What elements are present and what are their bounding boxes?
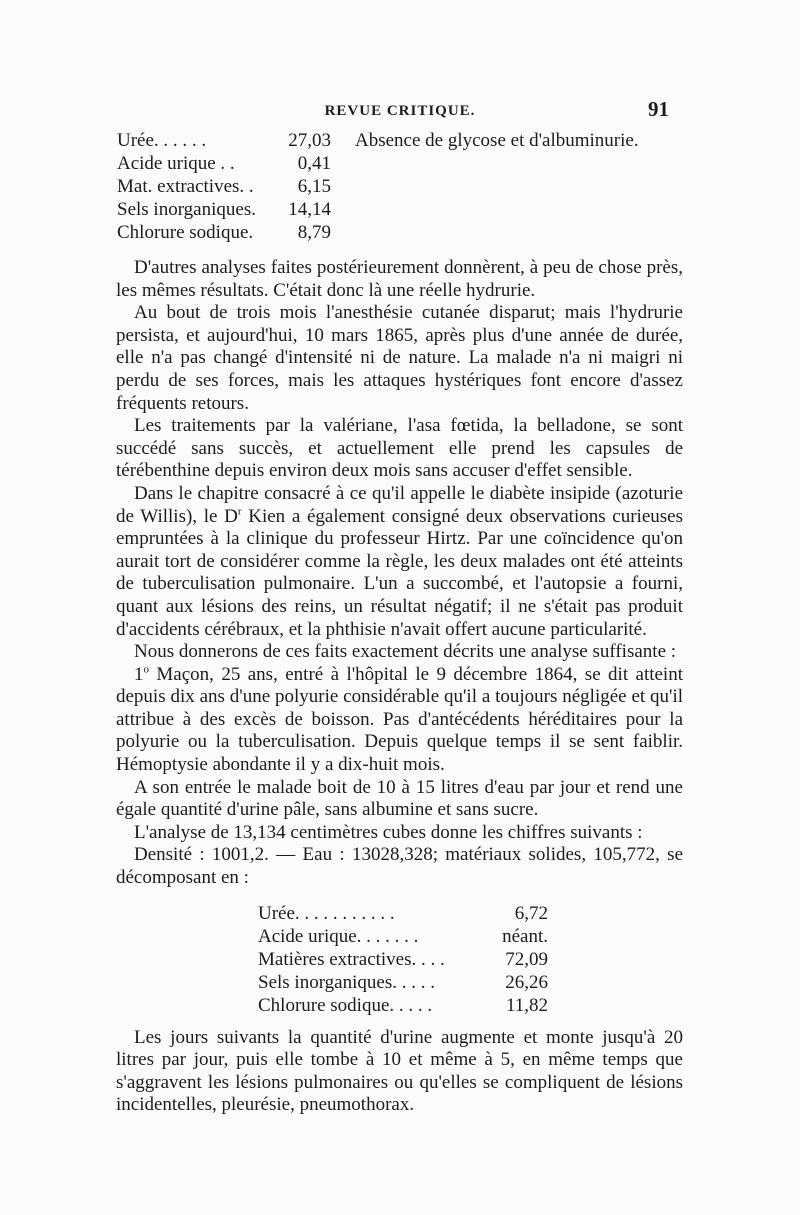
analysis-label: Sels inorganiques. . . . . [258,971,435,993]
analysis-value: 8,79 [297,222,331,243]
analysis-value: 26,26 [505,971,548,993]
analysis-value: 14,14 [288,199,331,220]
paragraph: A son entrée le malade boit de 10 à 15 litres d'eau par jour et rend une égale quantité d'urine pâle, sans albumine et sans sucre. [116,776,683,821]
analysis-label: Sels inorganiques. [117,199,256,220]
analysis-row [117,221,331,244]
paragraph: Les jours suivants la quantité d'urine augmente et monte jusqu'à 20 litres par jour, puis elle tombe à 10 et même à 5, en même temps que s'aggravent les lésions pulmonaires ou qu'elles se compliquent de lésions incidentelles, pleurésie, pneumothorax. [116,1026,683,1116]
analysis-label: Chlorure sodique. . . . . [258,994,433,1016]
text-run: Maçon, 25 ans, entré à l'hôpital le 9 décembre 1864, se dit atteint depuis dix ans d'une polyurie considérable qu'il a toujours négligée et qu'il attribue à des excès de boisson. Pas d'antécédents héréditaires pour la polyurie ou la tuberculisation. Depuis quelque temps il se sent faiblir. Hémoptysie abondante il y a dix-huit mois. [116,663,683,776]
analysis-value: 72,09 [505,948,548,970]
text-run: Kien a également consigné deux observations curieuses empruntées à la clinique du professeur Hirtz. Par une coïncidence qu'on aurait tort de considérer comme la règle, les deux malades ont été atteints de tuberculisation pulmonaire. L'un a succombé, et l'autopsie a fourni, quant aux lésions des reins, un résultat négatif; il ne s'était pas produit d'accidents cérébraux, et la phthisie n'avait offert aucune particularité. [116,505,683,640]
second-analysis-table [258,902,558,1017]
first-analysis-table [117,129,331,244]
analysis-row [258,925,558,948]
analysis-value: 6,72 [514,902,548,924]
analysis-label: Matières extractives. . . . [258,948,445,970]
analysis-row [117,175,331,198]
paragraph: D'autres analyses faites postérieurement donnèrent, à peu de chose près, les mêmes résultats. C'était donc là une réelle hydrurie. [116,257,683,301]
page-number: 91 [648,97,669,121]
analysis-label: Urée. . . . . . . . . . . [258,902,395,924]
paragraph: Densité : 1001,2. — Eau : 13028,328; matériaux solides, 105,772, se décomposant en : [116,844,683,889]
analysis-value: 11,82 [505,994,548,1016]
analysis-row [117,152,331,175]
analysis-label: Mat. extractives. . [117,176,254,197]
analysis-row [258,948,558,971]
analysis-value: néant. [502,925,548,947]
analysis-label: Acide urique. . . . . . . [258,925,419,947]
case-number: 1 [134,663,144,685]
text-run: Dans le chapitre consacré à ce qu'il appelle le diabète insipide (azoturie de Willis), le D [116,482,683,527]
paragraph: Les traitements par la valériane, l'asa fœtida, la belladone, se sont succédé sans succès, et actuellement elle prend les capsules de térébenthine depuis environ deux mois sans accuser d'effet sensible. [116,415,683,482]
analysis-value: 0,41 [297,153,331,174]
paragraph-kien [116,483,683,641]
analysis-row [117,198,331,221]
paragraph: Au bout de trois mois l'anesthésie cutanée disparut; mais l'hydrurie persista, et aujourd'hui, 10 mars 1865, après plus d'une année de durée, elle n'a pas changé d'intensité ni de nature. La malade n'a ni maigri ni perdu de ses forces, mais les attaques hystériques font encore d'assez fréquents retours. [116,302,683,414]
analysis-value: 27,03 [288,130,331,151]
superscript: r [237,505,242,518]
side-note: Absence de glycose et d'albuminurie. [355,130,639,151]
analysis-label: Urée. . . . . . [117,130,207,151]
paragraph: Nous donnerons de ces faits exactement décrits une analyse suffisante : [134,641,677,663]
analysis-row [258,902,558,925]
paragraph-macon [116,664,683,777]
analysis-label: Acide urique . . [117,153,235,174]
analysis-row [258,971,558,994]
analysis-row [117,129,331,152]
analysis-value: 6,15 [297,176,331,197]
running-title: REVUE CRITIQUE. [324,103,476,119]
body-text [116,257,683,1117]
analysis-row [258,994,558,1017]
analysis-label: Chlorure sodique. [117,222,254,243]
superscript: o [143,663,149,676]
paragraph: L'analyse de 13,134 centimètres cubes donne les chiffres suivants : [134,821,643,843]
